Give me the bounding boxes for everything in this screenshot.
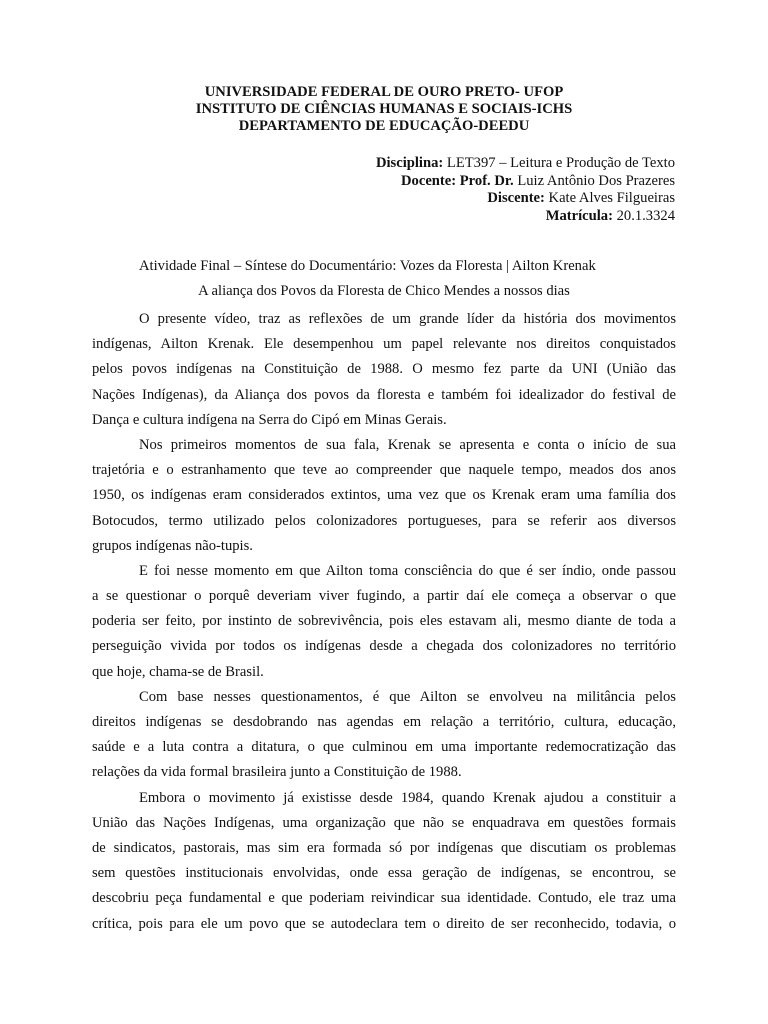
paragraph-line: grupos indígenas não-tupis. xyxy=(92,537,253,554)
docente-value: Luiz Antônio Dos Prazeres xyxy=(513,172,675,189)
matricula-value: 20.1.3324 xyxy=(612,207,675,224)
department-name: DEPARTAMENTO DE EDUCAÇÃO-DEEDU xyxy=(238,118,530,134)
paragraph-line: que hoje, chama-se de Brasil. xyxy=(92,663,264,680)
activity-title: Atividade Final – Síntese do Documentário: Vozes da Floresta | Ailton Krenak xyxy=(139,258,596,274)
institute-name: INSTITUTO DE CIÊNCIAS HUMANAS E SOCIAIS-ICHS xyxy=(195,101,573,117)
paragraph-line: relações da vida formal brasileira junto a Constituição de 1988. xyxy=(92,764,462,781)
activity-subtitle: A aliança dos Povos da Floresta de Chico Mendes a nossos dias xyxy=(198,283,570,299)
paragraph-line: trajetória e o estranhamento que teve ao compreender que naquele tempo, meados dos anos xyxy=(92,462,676,479)
institution-header xyxy=(92,84,676,135)
docente-row xyxy=(376,173,675,191)
course-info xyxy=(376,155,675,225)
paragraph-line: indígenas, Ailton Krenak. Ele desempenhou um papel relevante nos direitos conquistados xyxy=(92,336,676,353)
disciplina-row xyxy=(376,155,675,173)
paragraph xyxy=(92,307,676,433)
document-body xyxy=(92,307,676,937)
paragraph xyxy=(92,559,676,685)
paragraph-line: direitos indígenas se desdobrando nas agendas em relação a território, cultura, educação, xyxy=(92,714,676,730)
disciplina-value: LET397 – Leitura e Produção de Texto xyxy=(443,155,675,171)
disciplina-label: Disciplina: xyxy=(375,155,444,171)
paragraph-line: Botocudos, termo utilizado pelos colonizadores portugueses, para se referir aos diversos xyxy=(92,512,676,529)
paragraph-line: poderia ser feito, por instinto de sobrevivência, pois eles estavam ali, mesmo diante de toda a xyxy=(92,613,676,630)
matricula-row xyxy=(376,208,675,226)
docente-label: Docente: Prof. Dr. xyxy=(401,172,514,189)
paragraph xyxy=(92,433,676,559)
paragraph-line: Nações Indígenas), da Aliança dos povos da floresta e também foi idealizador do festival de xyxy=(92,386,676,403)
discente-row xyxy=(376,190,675,208)
paragraph-line: O presente vídeo, traz as reflexões de um grande líder da história dos movimentos xyxy=(139,311,676,327)
paragraph-line: 1950, os indígenas eram considerados extintos, uma vez que os Krenak eram uma família dos xyxy=(92,487,676,504)
paragraph xyxy=(92,685,676,786)
paragraph-line: Com base nesses questionamentos, é que Ailton se envolveu na militância pelos xyxy=(139,688,676,705)
paragraph-line: saúde e a luta contra a ditatura, o que culminou em uma importante redemocratização das xyxy=(92,739,676,756)
paragraph-line: descobriu peça fundamental e que poderiam reivindicar sua identidade. Contudo, ele traz uma xyxy=(92,890,676,907)
paragraph-line: crítica, pois para ele um povo que se autodeclara tem o direito de ser reconhecido, todavia, o xyxy=(92,915,676,932)
paragraph-line: pelos povos indígenas na Constituição de 1988. O mesmo fez parte da UNI (União das xyxy=(92,361,676,378)
paragraph-line: Nos primeiros momentos de sua fala, Krenak se apresenta e conta o início de sua xyxy=(139,436,676,453)
paragraph-line: a se questionar o porquê deveriam viver fugindo, a partir daí ele começa a observar o que xyxy=(92,588,676,605)
paragraph-line: Dança e cultura indígena na Serra do Cipó em Minas Gerais. xyxy=(92,411,447,428)
discente-value: Kate Alves Filgueiras xyxy=(544,190,675,206)
university-name: UNIVERSIDADE FEDERAL DE OURO PRETO- UFOP xyxy=(204,84,564,100)
paragraph-line: perseguição vivida por todos os indígenas desde a chegada dos colonizadores no território xyxy=(92,638,676,655)
paragraph-line: de sindicatos, pastorais, mas sim era formada só por indígenas que discutiam os problemas xyxy=(92,839,676,856)
discente-label: Discente: xyxy=(487,190,545,206)
matricula-label: Matrícula: xyxy=(545,207,613,224)
paragraph xyxy=(92,786,676,937)
paragraph-line: E foi nesse momento em que Ailton toma consciência do que é ser índio, onde passou xyxy=(139,562,676,579)
paragraph-line: sem questões institucionais envolvidas, onde essa geração de indígenas, se encontrou, se xyxy=(92,865,676,882)
paragraph-line: Embora o movimento já existisse desde 1984, quando Krenak ajudou a constituir a xyxy=(139,789,676,806)
paragraph-line: União das Nações Indígenas, uma organização que não se enquadrava em questões formais xyxy=(92,814,676,831)
